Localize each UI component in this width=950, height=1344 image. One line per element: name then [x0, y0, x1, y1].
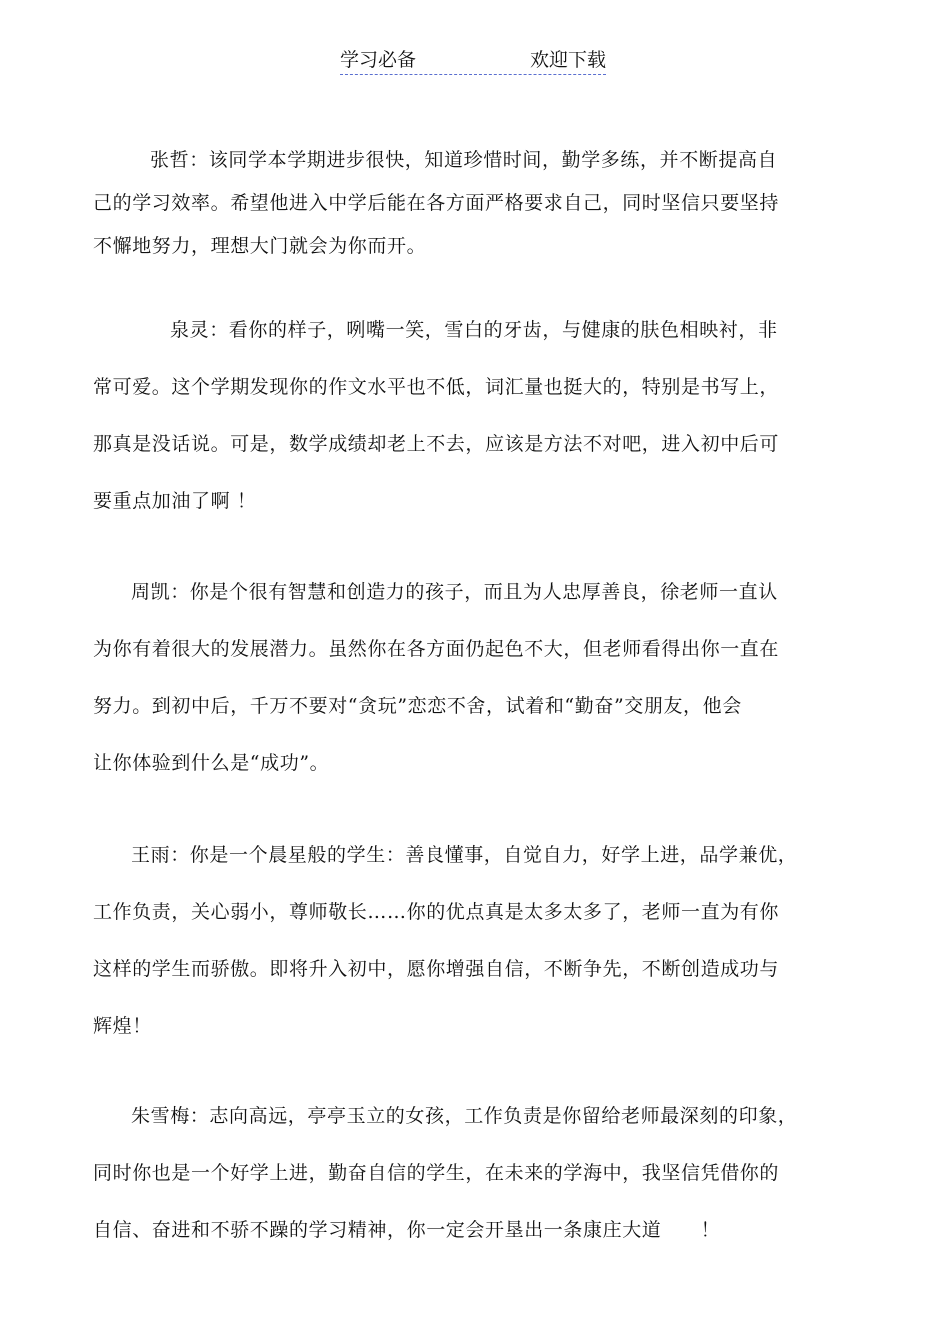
- paragraph-line: 工作负责，关心弱小，尊师敬长……你的优点真是太多太多了，老师一直为有你: [93, 901, 780, 923]
- paragraph-line: 努力。到初中后，千万不要对“贪玩”恋恋不舍，试着和“勤奋”交朋友，他会: [93, 695, 742, 717]
- comment-paragraph-quanling: [93, 316, 815, 544]
- paragraph-line: 不懈地努力，理想大门就会为你而开。: [93, 235, 427, 257]
- paragraph-line: 让你体验到什么是“成功”。: [93, 752, 330, 774]
- paragraph-line: 周凯：你是个很有智慧和创造力的孩子，而且为人忠厚善良，徐老师一直认: [131, 581, 778, 603]
- paragraph-line: 要重点加油了啊 ！: [93, 490, 257, 512]
- header-left-text: 学习必备: [340, 49, 417, 71]
- paragraph-line: 王雨：你是一个晨星般的学生：善良懂事，自觉自力，好学上进，品学兼优，: [131, 844, 798, 866]
- paragraph-line: 泉灵：看你的样子，咧嘴一笑，雪白的牙齿，与健康的肤色相映衬，非: [170, 319, 778, 341]
- page-header: [340, 46, 606, 75]
- header-right-text: 欢迎下载: [529, 49, 606, 71]
- paragraph-line: 辉煌！: [93, 1015, 152, 1037]
- comment-paragraph-zhuxuemei: [93, 1102, 815, 1273]
- paragraph-line: 那真是没话说。可是，数学成绩却老上不去，应该是方法不对吧，进入初中后可: [93, 433, 780, 455]
- paragraph-line: 自信、奋进和不骄不躁的学习精神，你一定会开垦出一条康庄大道 ！: [93, 1219, 721, 1241]
- comment-paragraph-wangyu: [93, 841, 815, 1069]
- paragraph-line: 朱雪梅：志向高远，亭亭玉立的女孩，工作负责是你留给老师最深刻的印象，: [131, 1105, 798, 1127]
- comment-paragraph-zhangzhe: [93, 146, 815, 275]
- comment-paragraph-zhoukai: [93, 578, 815, 806]
- paragraph-line: 常可爱。这个学期发现你的作文水平也不低，词汇量也挺大的，特别是书写上，: [93, 376, 780, 398]
- paragraph-line: 张哲：该同学本学期进步很快，知道珍惜时间，勤学多练，并不断提高自: [150, 149, 778, 171]
- paragraph-line: 这样的学生而骄傲。即将升入初中，愿你增强自信，不断争先，不断创造成功与: [93, 958, 780, 980]
- paragraph-line: 为你有着很大的发展潜力。虽然你在各方面仍起色不大，但老师看得出你一直在: [93, 638, 780, 660]
- paragraph-line: 同时你也是一个好学上进，勤奋自信的学生，在未来的学海中，我坚信凭借你的: [93, 1162, 780, 1184]
- paragraph-line: 己的学习效率。希望他进入中学后能在各方面严格要求自己，同时坚信只要坚持: [93, 192, 780, 214]
